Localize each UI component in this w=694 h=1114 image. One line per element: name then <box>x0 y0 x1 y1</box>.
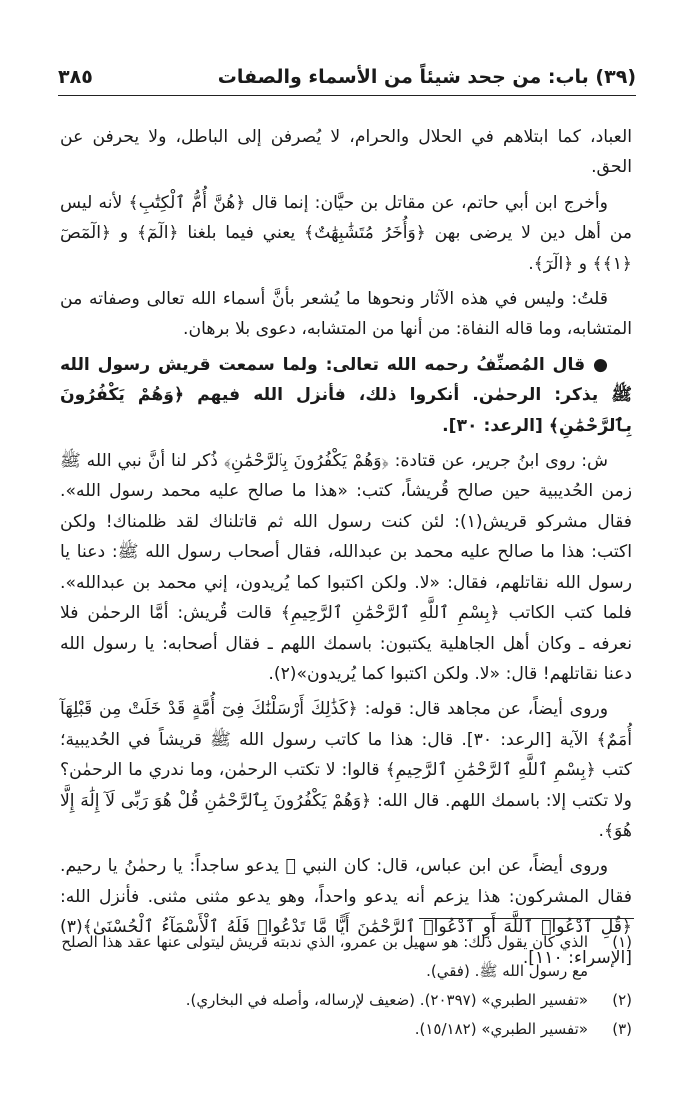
paragraph-ibn-abi-hatim: وأخرج ابن أبي حاتم، عن مقاتل بن حيَّان: إنما قال ﴿هُنَّ أُمُّ ٱلْكِتَٰبِ﴾ لأنه ليس من أهل دين لا يرضى بهن ﴿وَأُخَرُ مُتَشَٰبِهَٰتٌ﴾ يعني فيما بلغنا ﴿الٓمٓ﴾ و ﴿الٓمٓصٓ ﴿١﴾﴾ و ﴿الٓرٓ﴾. <box>60 192 632 274</box>
paragraph-commentary: قلتُ: وليس في هذه الآثار ونحوها ما يُشعر بأنَّ أسماء الله تعالى وصفاته من المتشابه، وما قاله النفاة: من أنها من المتشابه، دعوى بلا برهان. <box>60 289 632 340</box>
main-text <box>60 122 632 978</box>
paragraph-sharh-qatada: ش: روى ابنُ جرير، عن قتادة: ﴿وَهُمْ يَكْفُرُونَ بِٱلرَّحْمَٰنِ﴾ ذُكر لنا أنَّ نبي الله ﷺ زمن الحُديبية حين صالح قُريشاً، كتب: «هذا ما صالح عليه محمد رسول الله». فقال مشركو قريش(١): لئن كنت رسول الله ثم قاتلناك لقد ظلمناك! ولكن اكتب: هذا ما صالح عليه محمد بن عبدالله، فقال أصحاب رسول الله ﷺ: دعنا يا رسول الله نقاتلهم، فقال: «لا. ولكن اكتبوا كما يُريدون، إني محمد بن عبدالله». فلما كتب الكاتب ﴿بِسْمِ ٱللَّهِ ٱلرَّحْمَٰنِ ٱلرَّحِيمِ﴾ قالت قُريش: أمَّا الرحمٰن فلا نعرفه ـ وكان أهل الجاهلية يكتبون: باسمك اللهم ـ فقال أصحابه: يا رسول الله دعنا نقاتلهم! قال: «لا. ولكن اكتبوا كما يُريدون»(٢). <box>60 451 633 684</box>
paragraph-mujahid: وروى أيضاً، عن مجاهد قال: قوله: ﴿كَذَٰلِكَ أَرْسَلْنَٰكَ فِىٓ أُمَّةٍ قَدْ خَلَتْ مِن قَبْلِهَآ أُمَمٌ﴾ الآية [الرعد: ٣٠]. قال: هذا ما كاتب رسول الله ﷺ قريشاً في الحُديبية؛ كتب ﴿بِسْمِ ٱللَّهِ ٱلرَّحْمَٰنِ ٱلرَّحِيمِ﴾ قالوا: لا تكتب الرحمٰن، وما ندري ما الرحمٰن؟ ولا تكتب إلا: باسمك اللهم. قال الله: ﴿وَهُمْ يَكْفُرُونَ بِٱلرَّحْمَٰنِ قُلْ هُوَ رَبِّى لَآ إِلَٰهَ إِلَّا هُوَ﴾. <box>60 699 632 841</box>
footnote-number: (١) <box>612 933 632 951</box>
page-number: ٣٨٥ <box>58 66 93 88</box>
footnote-divider <box>419 918 634 919</box>
footnote-number: (٣) <box>612 1020 632 1038</box>
paragraph-author-statement: ● قال المُصنِّفُ رحمه الله تعالى: ولما سمعت قريش رسول الله ﷺ يذكر: الرحمٰن. أنكروا ذلك، فأنزل الله فيهم ﴿وَهُمْ يَكْفُرُونَ بِٱلرَّحْمَٰنِ﴾ [الرعد: ٣٠]. <box>60 354 632 436</box>
footnote <box>60 928 632 986</box>
footnote <box>60 986 632 1015</box>
footnote-text: «تفسير الطبري» (١٥/١٨٢). <box>414 1020 588 1038</box>
footnote-text: «تفسير الطبري» (٢٠٣٩٧). (ضعيف لإرساله، وأصله في البخاري). <box>185 991 588 1009</box>
footnotes <box>60 928 632 1044</box>
chapter-title: (٣٩) باب: من جحد شيئاً من الأسماء والصفات <box>217 66 636 88</box>
paragraph-ibn-abbas: وروى أيضاً، عن ابن عباس، قال: كان النبي ﷺ يدعو ساجداً: يا رحمٰنُ يا رحيم. فقال المشركون: هذا يزعم أنه يدعو واحداً، وهو يدعو مثنى مثنى. فأنزل الله: ﴿قُلِ ٱدْعُوا۟ ٱللَّهَ أَوِ ٱدْعُوا۟ ٱلرَّحْمَٰنَ أَيًّا مَّا تَدْعُوا۟ فَلَهُ ٱلْأَسْمَآءُ ٱلْحُسْنَىٰ﴾(٣) [الإسراء: ١١٠]. <box>60 856 632 968</box>
footnote-text: الذي كان يقول ذلك: هو سهيل بن عمرو، الذي ندبته قريش ليتولى عنها عقد هذا الصلح مع رسول الله ﷺ. (فقي). <box>61 933 588 980</box>
page-header <box>58 62 636 92</box>
footnote <box>60 1015 632 1044</box>
header-divider <box>58 95 636 96</box>
paragraph-continuation: العباد، كما ابتلاهم في الحلال والحرام، لا يُصرفن إلى الباطل، ولا يحرفن عن الحق. <box>60 127 632 178</box>
footnote-number: (٢) <box>612 991 632 1009</box>
